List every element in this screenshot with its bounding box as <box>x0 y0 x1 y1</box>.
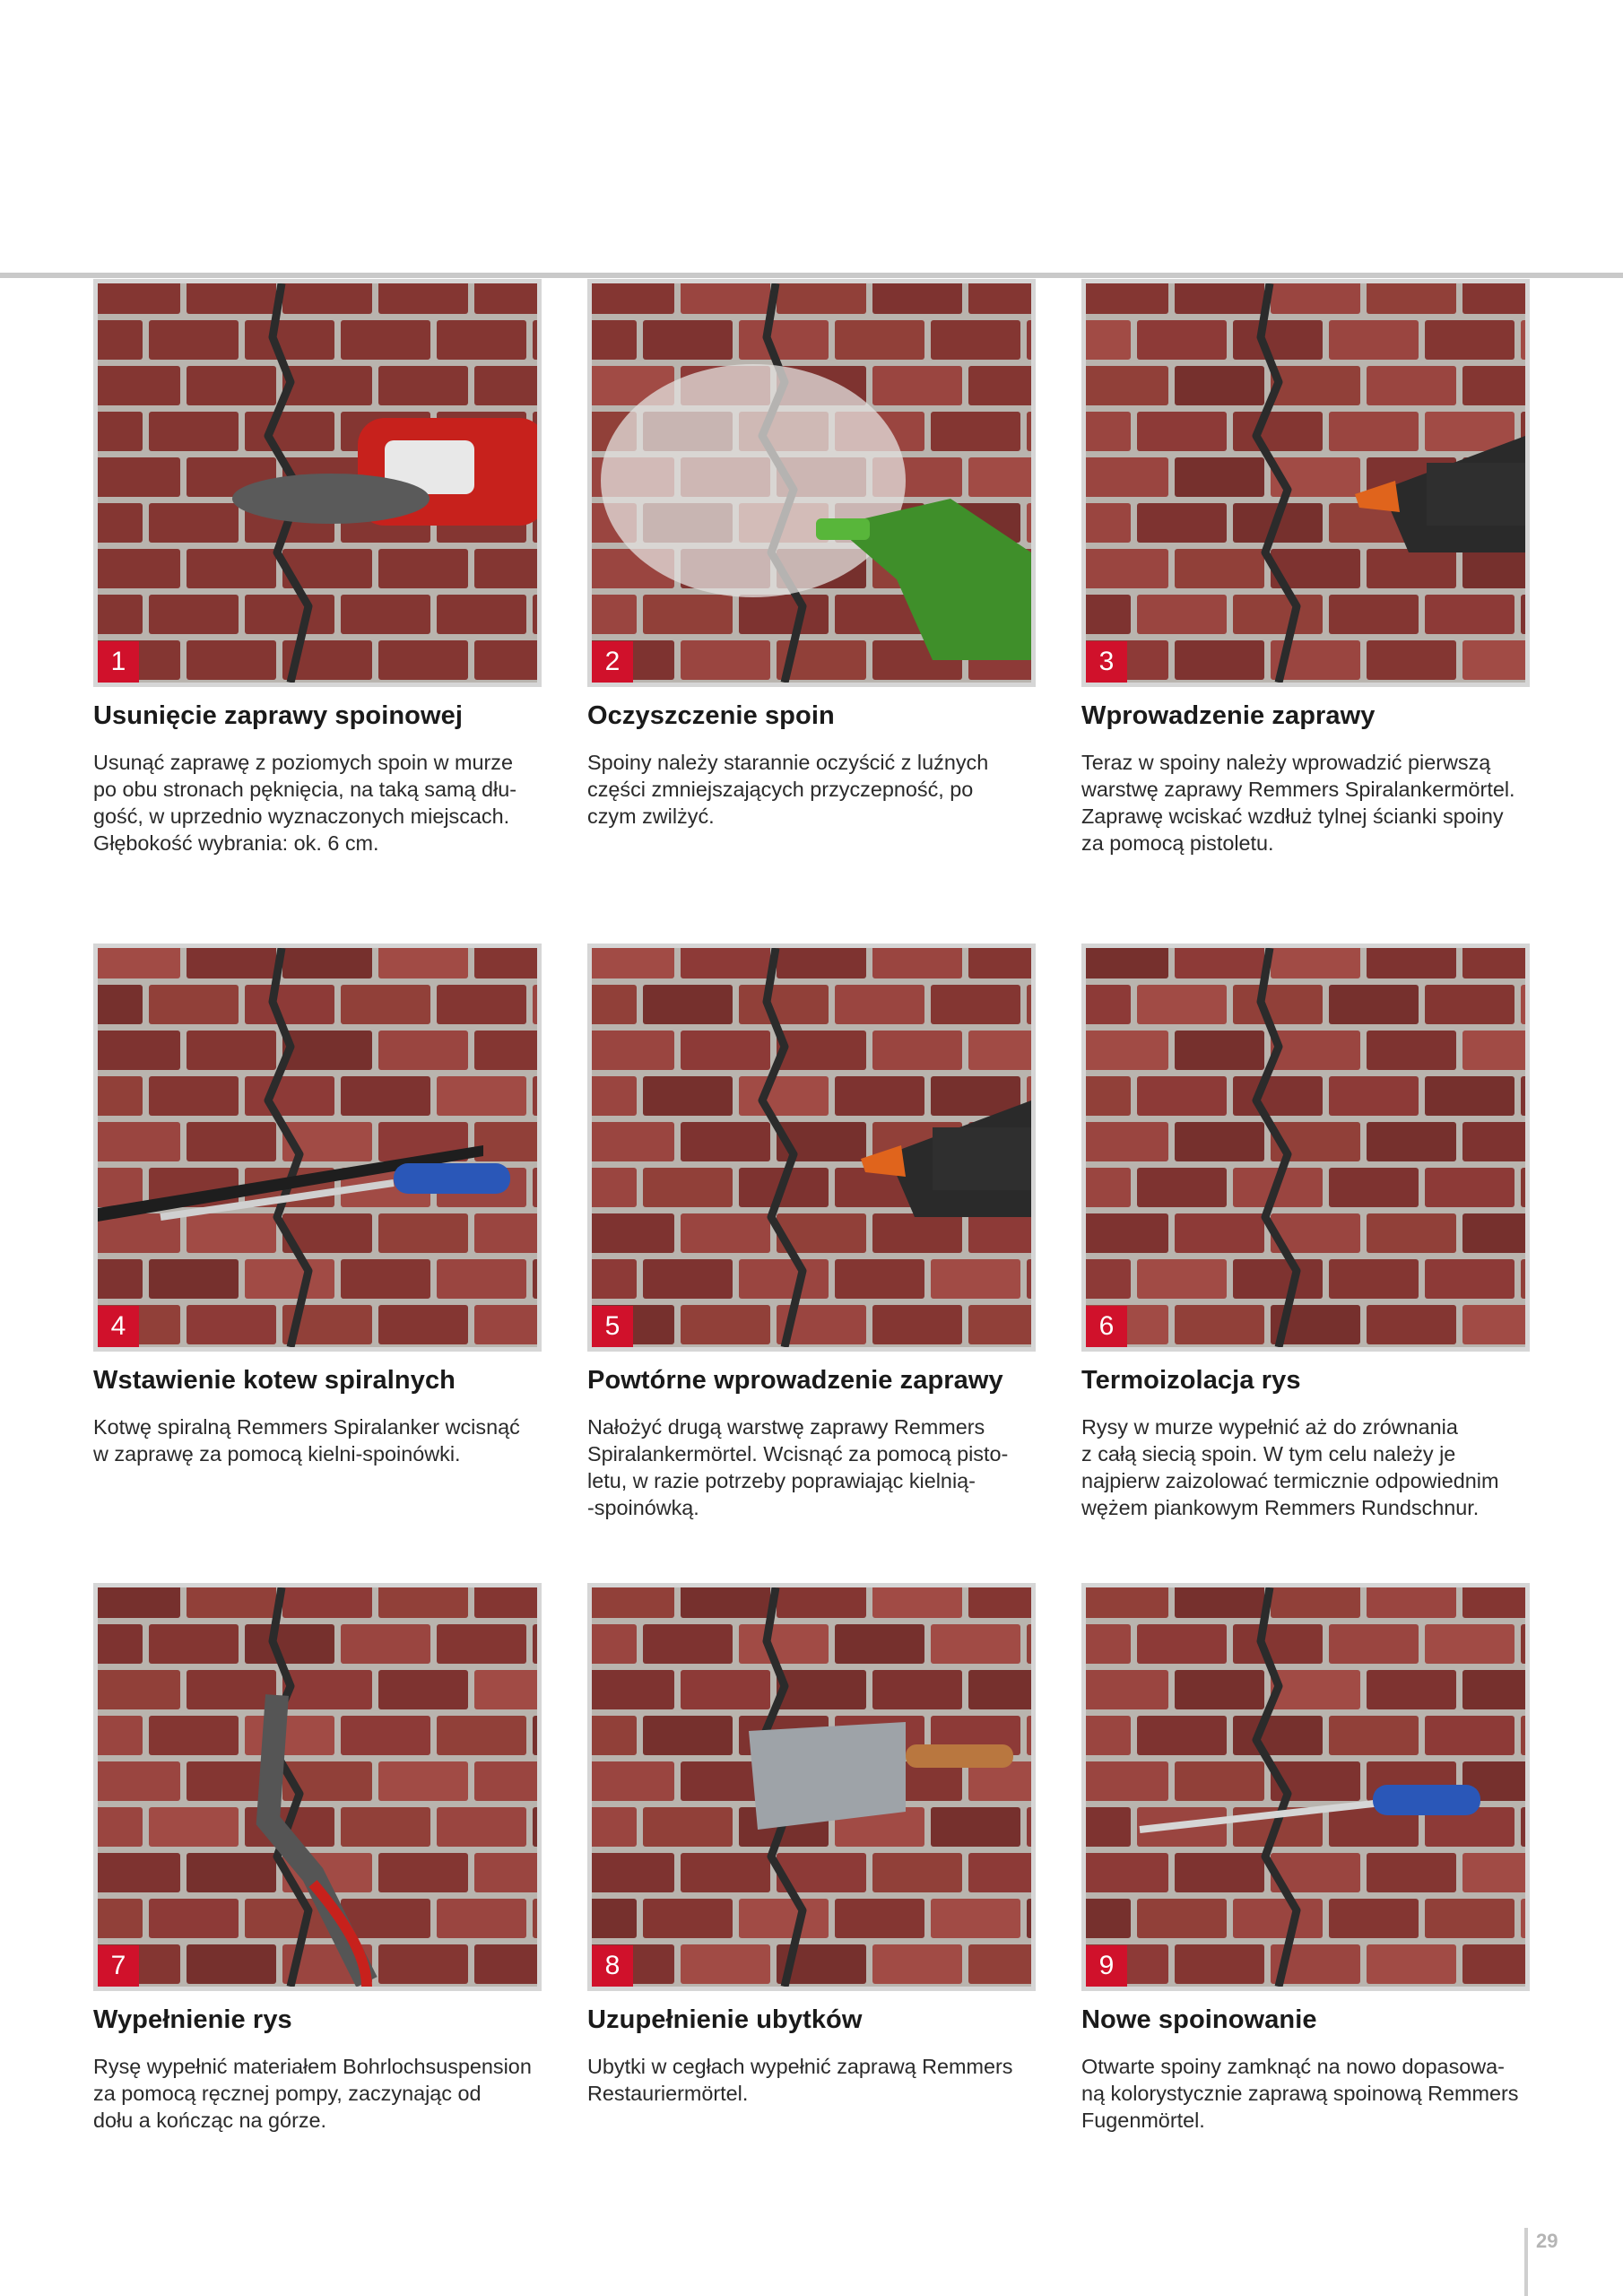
top-divider <box>0 273 1623 278</box>
step-5-photo <box>587 944 1036 1352</box>
step-4-photo <box>93 944 542 1352</box>
step-description: Teraz w spoiny należy wprowadzić pierwszą warstwę zaprawy Remmers Spiralankermörtel. Zaprawę wciskać wzdłuż tylnej ścianki spoiny za pomocą pistoletu. <box>1081 751 1515 855</box>
step-title: Uzupełnienie ubytków <box>587 2005 863 2034</box>
step-description: Otwarte spoiny zamknąć na nowo dopasowa- ną kolorystycznie zaprawą spoinową Remmers Fugenmörtel. <box>1081 2055 1519 2132</box>
step-9-photo <box>1081 1583 1530 1991</box>
step-6-photo <box>1081 944 1530 1352</box>
step-description: Ubytki w cegłach wypełnić zaprawą Remmers Restauriermörtel. <box>587 2055 1013 2105</box>
step-title: Nowe spoinowanie <box>1081 2005 1317 2034</box>
step-2-photo <box>587 279 1036 687</box>
step-title: Wstawienie kotew spiralnych <box>93 1366 456 1395</box>
step-description: Kotwę spiralną Remmers Spiralanker wcisnąć w zaprawę za pomocą kielni-spoinówki. <box>93 1415 520 1465</box>
step-number-badge: 7 <box>98 1945 139 1987</box>
step-description: Rysę wypełnić materiałem Bohrlochsuspension za pomocą ręcznej pompy, zaczynając od dołu a kończąc na górze. <box>93 2055 532 2132</box>
step-title: Usunięcie zaprawy spoinowej <box>93 701 464 730</box>
step-number-badge: 3 <box>1086 641 1127 683</box>
step-title: Wypełnienie rys <box>93 2005 292 2034</box>
step-1-photo <box>93 279 542 687</box>
brick-wall-illustration <box>1086 1587 1525 1987</box>
step-number-badge: 8 <box>592 1945 633 1987</box>
brick-wall-illustration <box>98 948 537 1347</box>
brick-wall-illustration <box>1086 283 1525 683</box>
step-6 <box>1081 944 1530 1521</box>
brick-wall-illustration <box>1086 948 1525 1347</box>
step-9 <box>1081 1583 1530 2134</box>
step-number-badge: 4 <box>98 1306 139 1347</box>
step-description: Spoiny należy starannie oczyścić z luźnych części zmniejszających przyczepność, po czym zwilżyć. <box>587 751 989 828</box>
step-3-photo <box>1081 279 1530 687</box>
step-1 <box>93 279 542 857</box>
step-8-photo <box>587 1583 1036 1991</box>
step-title: Termoizolacja rys <box>1081 1366 1301 1395</box>
step-7-photo <box>93 1583 542 1991</box>
brick-wall-illustration <box>592 283 1031 683</box>
step-4 <box>93 944 542 1467</box>
step-number-badge: 5 <box>592 1306 633 1347</box>
step-number-badge: 2 <box>592 641 633 683</box>
step-number-badge: 1 <box>98 641 139 683</box>
step-description: Nałożyć drugą warstwę zaprawy Remmers Spiralankermörtel. Wcisnąć za pomocą pisto- letu, w razie potrzeby poprawiając kielnią- -spoinówką. <box>587 1415 1009 1519</box>
step-7 <box>93 1583 542 2134</box>
step-title: Oczyszczenie spoin <box>587 701 835 730</box>
step-title: Powtórne wprowadzenie zaprawy <box>587 1366 1003 1395</box>
brick-wall-illustration <box>98 283 537 683</box>
brick-wall-illustration <box>98 1587 537 1987</box>
step-8 <box>587 1583 1036 2107</box>
step-title: Wprowadzenie zaprawy <box>1081 701 1376 730</box>
step-number-badge: 6 <box>1086 1306 1127 1347</box>
brick-wall-illustration <box>592 948 1031 1347</box>
step-description: Rysy w murze wypełnić aż do zrównania z całą siecią spoin. W tym celu należy je najpierw zaizolować termicznie odpowiednim wężem piankowym Remmers Rundschnur. <box>1081 1415 1499 1519</box>
step-3 <box>1081 279 1530 857</box>
step-description: Usunąć zaprawę z poziomych spoin w murze po obu stronach pęknięcia, na taką samą dłu- gość, w uprzednio wyznaczonych miejscach. Głębokość wybrania: ok. 6 cm. <box>93 751 517 855</box>
step-2 <box>587 279 1036 830</box>
page-number-bar <box>1524 2228 1528 2296</box>
page-number: 29 <box>1536 2230 1558 2252</box>
step-5 <box>587 944 1036 1521</box>
brick-wall-illustration <box>592 1587 1031 1987</box>
step-number-badge: 9 <box>1086 1945 1127 1987</box>
